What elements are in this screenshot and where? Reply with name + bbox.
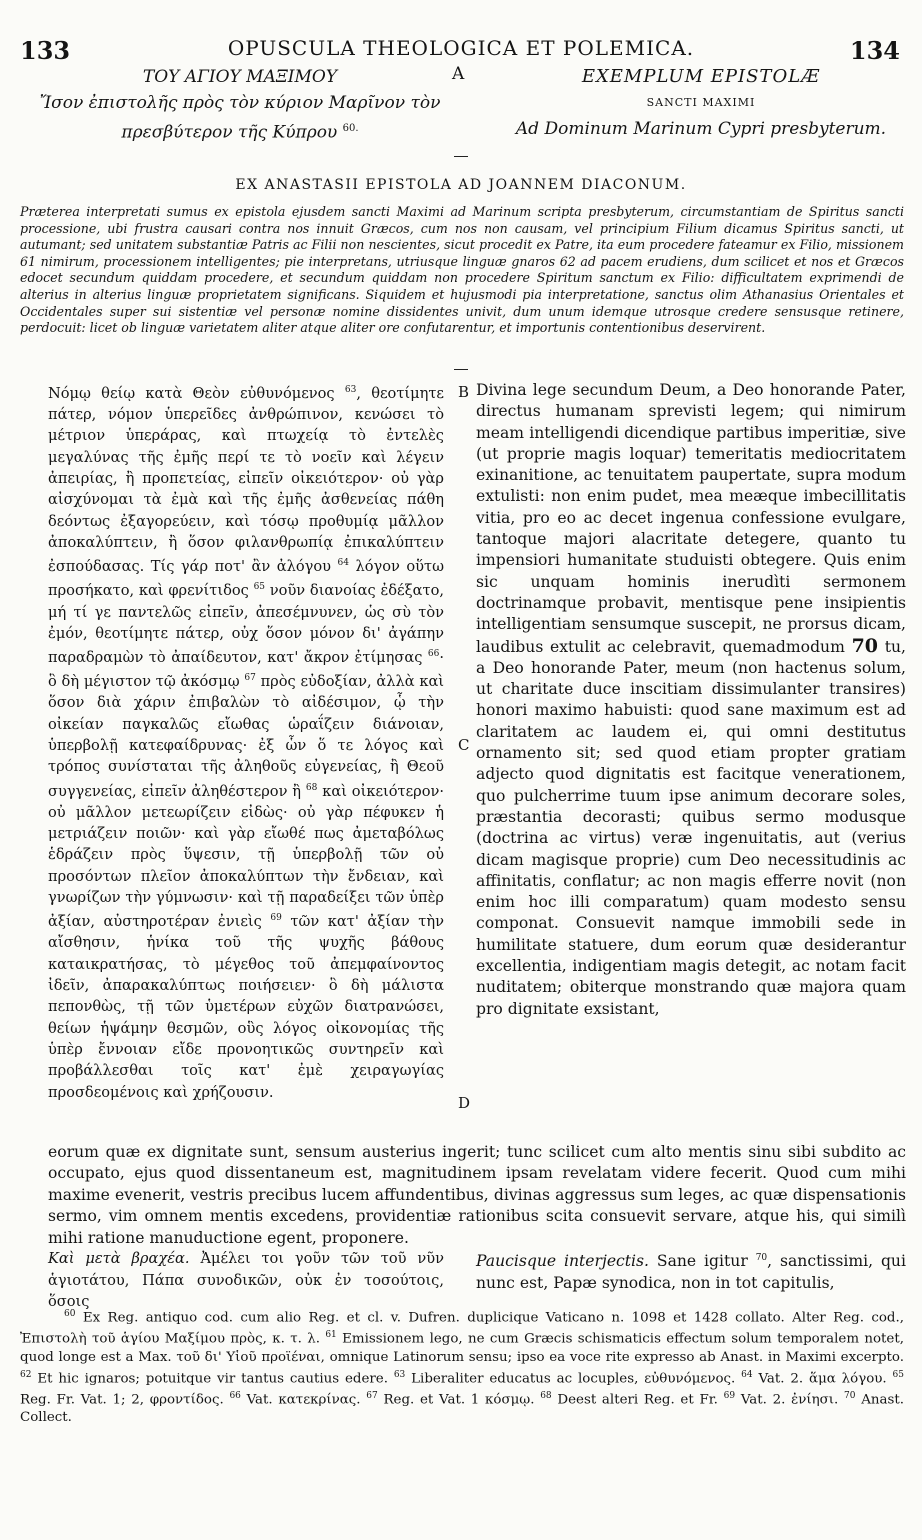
margin-marker-c: C: [458, 736, 470, 754]
footnote-ref: 65: [253, 582, 266, 593]
greek-text: νοῦν διανοίας ἐδέξατο, μή τί γε παντελῶς εἰπεῖν, ἀπεσέμνυνεν, ὡς σὺ τὸν ἐμόν, θεοτίμητε πάτερ, οὐχ ὅσον μόνον δι' ἀγάπην παραδραμὼν τὸ ἀπαίδευτον, κατ' ἄκρον ἐτίμησας: [48, 582, 445, 666]
greek-heading-line3: [20, 116, 460, 146]
greek-column: [48, 380, 444, 1103]
footnote-ref: 60.: [342, 123, 359, 134]
footnote-number: 66: [229, 1391, 241, 1402]
running-head: OPUSCULA THEOLOGICA ET POLEMICA.: [227, 36, 695, 60]
greek-text: πρὸς εὐδοξίαν, ἀλλὰ καὶ ὅσον διὰ χάριν ἐπιβαλὼν τὸ αἰδέσιμον, ᾧ τὴν οἰκείαν παγκαλῶς εἴωθας ὡραΐζειν διάνοιαν, ὑπερβολῇ κατεφαίδρυνας· ἐξ ὧν ὅ τε λόγος καὶ τρόπος συνίσταται τῆς ἀληθοῦς εὐγενείας, ἢ Θεοῦ συγγενείας, εἰπεῖν ἀληθέστερον ἢ: [48, 673, 445, 800]
page-number-right: 134: [849, 36, 900, 65]
footnote-67: Reg. et Vat. 1 κόσμῳ.: [383, 1392, 535, 1408]
footnote-number: 67: [366, 1391, 378, 1402]
footnote-ref: 66: [427, 649, 440, 660]
footnote-ref: 63: [344, 385, 357, 395]
column-marker-a: A: [452, 64, 465, 84]
greek-text: · ὃ δὴ μέγιστον τῷ ἀκόσμῳ: [48, 649, 444, 691]
greek-heading-line1: ΤΟΥ ΑΓΙΟΥ ΜΑΞΙΜΟΥ: [142, 67, 338, 87]
footnote-number: 69: [723, 1391, 736, 1402]
greek-heading-line2: Ἴσον ἐπιστολῆς πρὸς τὸν κύριον Μαρῖνον τὸν: [39, 93, 441, 113]
divider-rule: [454, 156, 468, 157]
footnote-65: Reg. Fr. Vat. 1; 2, φροντίδος.: [20, 1392, 224, 1408]
latin-subpassage: [476, 1248, 906, 1294]
divider-rule: [454, 369, 468, 370]
footnote-60: Ex Reg. antiquo cod. cum alio Reg. et cl. v. Dufren. duplicique Vaticano n. 1098 et 1428 collato. Alter Reg. cod., Ἐπιστολὴ τοῦ ἁγίου Μαξίμου πρὸς, κ. τ. λ.: [20, 1310, 904, 1347]
greek-text: καὶ οἰκειότερον· οὐ μᾶλλον μετεωρίζειν εἰδὼς· οὐ γὰρ πέφυκεν ἡ μετριάζειν ποιῶν· καὶ γὰρ εἴωθέ πως ἀμεταβόλως ἑδράζειν πρὸς ὕψεσιν, τῇ ὑπερβολῇ τῶν οὐ προσόντων πλεῖον ἀποκαλύπτων τὴν ἔνδειαν, καὶ γνωρίζων τὴν γύμνωσιν· καὶ τῇ παραδείξει τῶν ὑπὲρ ἀξίαν, αὐστηροτέραν ἐνιεὶς: [48, 782, 445, 931]
latin-column: [476, 380, 906, 1020]
footnotes: [20, 1306, 904, 1427]
footnote-ref: 70: [755, 1253, 768, 1263]
footnote-number: 63: [393, 1369, 406, 1380]
latin-text: Divina lege secundum Deum, a Deo honorande Pater, directus humanam sprevisti legem; qui nimirum meam intelligendi dicendique partibus imperitiæ, sive (ut proprie magis loquar) temeritatis mediocritatem exinanitione, ac tenuitatem paupertate, supra modum extulisti: non enim pudet, mea meæque imbecillitatis vitia, pro eo ac decet ingenua confessione evulgare, tantoque majori alacritate detegere, quanto tu impensiori humanitate studuisti obtegere. Quis enim sic unquam hominis inerudìti sermonem doctrinamque probavit, mentisque pene insipientis intelligentiam sensumque suscepit, ne prorsus dicam, laudibus extulit ac celebravit, quemadmodum: [476, 381, 906, 656]
greek-subpassage-lead: Καὶ μετὰ βραχέα.: [48, 1250, 190, 1267]
column-number-marker: 70: [851, 634, 879, 657]
footnote-number: 70: [844, 1391, 856, 1402]
greek-subpassage-text: [48, 1248, 444, 1313]
footnote-ref: 67: [244, 673, 256, 684]
footnote-ref: 69: [270, 913, 282, 924]
footnote-70: Anast. Collect.: [20, 1392, 905, 1426]
latin-continuation: [48, 1142, 906, 1249]
latin-heading-line2: SANCTI MAXIMI: [646, 96, 756, 109]
footnote-number: 65: [892, 1369, 904, 1380]
footnote-ref: 68: [305, 782, 318, 793]
footnote-68: Deest alteri Reg. et Fr.: [557, 1392, 718, 1408]
latin-paragraph: [476, 380, 906, 1020]
footnote-number: 68: [540, 1391, 552, 1402]
greek-text: , θεοτίμητε πάτερ, νόμον ὑπερεῖδες ἀνθρώπινον, κενώσει τὸ μέτριον ὑπεράρας, καὶ πτωχείᾳ τὸ ἐντελὲς μεγαλύνας τῆς ἐμῆς περί τε τὸ νοεῖν καὶ λέγειν ἀπειρίας, ἢ προπετείας, εἰπεῖν οἰκειότερον· οὐ γὰρ αἰσχύνομαι τὰ ἐμὰ καὶ τῆς ἐμῆς ἀσθενείας πάθη δεόντως ἐξαγορεύειν, καὶ τόσῳ προθυμίᾳ μᾶλλον ἀποκαλύπτειν, ἢ ὅσον φιλανθρωπίᾳ ἐπικαλύπτειν ἐσπούδασας. Τίς γάρ ποτ' ἂν ἀλόγου: [48, 384, 444, 576]
latin-subpassage-lead: Paucisque interjectis.: [476, 1252, 649, 1271]
footnote-66: Vat. κατεκρίνας.: [246, 1392, 361, 1408]
footnote-ref: 64: [337, 558, 349, 569]
greek-text: τῶν κατ' ἀξίαν τὴν αἴσθησιν, ἡνίκα τοῦ τῆς ψυχῆς βάθους καταικρατήσας, τὸ μέγεθος τοῦ ἀπεμφαίνοντος ἰδεῖν, ἀπαρακαλύπτως ποιήσειεν· ὃ δὴ μάλιστα πεπονθὼς, τῇ τῶν ὑμετέρων εὐχῶν διατρανώσει, θείων ἡψάμην θεσμῶν, οὓς λόγος οἰκονομίας τῆς ὑπὲρ ἔννοιαν εἴδε προνοητικῶς συντηρεῖν καὶ προβάλλεσθαι τοῖς κατ' ἐμὲ χειραγωγίας προσδεομένοις καὶ χρήζουσιν.: [48, 913, 444, 1101]
footnote-64: Vat. 2. ἅμα λόγου.: [758, 1371, 887, 1387]
margin-marker-b: B: [458, 383, 470, 401]
greek-heading: [20, 64, 460, 146]
footnote-69: Vat. 2. ἐνίησι.: [740, 1392, 839, 1408]
greek-text: λόγον οὕτω προσήκατο, καὶ φρενίτιδος: [48, 558, 445, 600]
latin-text: Sane igitur: [656, 1252, 748, 1271]
margin-marker-d: D: [458, 1094, 471, 1112]
extract-title: EX ANASTASII EPISTOLA AD JOANNEM DIACONUM.: [235, 177, 687, 193]
extract-text: Præterea interpretati sumus ex epistola ejusdem sancti Maximi ad Marinum scripta presbyterum, circumstantiam de Spiritus sancti processione, ubi frustra causari contra nos innuit Græcos, cum nos non causam, vel principium Filium dicamus Spiritus sancti, ut autumant; sed unitatem substantiæ Patris ac Filii non nescientes, sicut procedit ex Patre, ita eum procedere fateamur ex Filio, missionem 61 nimirum, processionem intelligentes; pie interpretans, utriusque linguæ gnaros 62 ad pacem erudiens, dum scilicet et nos et Græcos edocet secundum quiddam procedere, et secundum quiddam non procedere Spiritum sanctum ex Filio: difficultatem exprimendi de alterius in alterius linguæ proprietatem significans. Siquidem et hujusmodi pia interpretatione, sanctus olim Athanasius Orientales et Occidentales super sui sistentiæ vel personæ nomine dissidentes univit, dum unum idemque utrosque credere sensusque retinere, perdocuit: licet ob linguæ varietatem aliter atque aliter ore confutarentur, et importunis contentionibus deservirent.: [20, 204, 904, 336]
footnote-number: 62: [20, 1369, 32, 1380]
latin-text: eorum quæ ex dignitate sunt, sensum austerius ingerit; tunc scilicet cum alto mentis sinu sibi subdito ac occupato, ejus quod dissentaneum est, magnitudinem ipsam revelatam videre fecerit. Quod cum mihi maxime evenerit, vestris precibus lucem affundentibus, divinas aggressus sum leges, ac quæ dispensationis sermo, vim omnem mentis excedens, providentiæ rationibus scita consuevit servare, atque his, qui similì mihi ratione manuductione egent, proponere.: [48, 1143, 906, 1247]
latin-text: tu, a Deo honorande Pater, meum (non hactenus solum, ut charitate duce inscitiam dissimulanter transires) honori maximo habuisti: quod sane maximum est ad claritatem ac laudem ei, qui omni destitutus ornamento sit; sed quod etiam propter gratiam adjecto quod dignitatis est facitque venerationem, quo pulcherrime tuum ipse animum decorare soles, præstantia decorasti; quibus sermo modusque (doctrina ac virtus) veræ ingenuitatis, aut (verius dicam magisque proprie) cum Deo necessitudinis ac affinitatis, conflatur; ac non magis efferre novit (non enim hoc illi comparatum) quam modesto sensu componat. Consuevit namque immobili sede in humilitate statuere, dum eorum quæ desiderantur excellentia, indigentiam magis detegit, ac notam facit nuditatem; obiterque monstrando quæ majora quam pro dignitate exsistant,: [476, 637, 906, 1018]
footnote-number: 64: [741, 1369, 753, 1380]
greek-text: Ἀμέλει τοι γοῦν τῶν τοῦ νῦν ἁγιοτάτου, Πάπα συνοδικῶν, οὐκ ἐν τοσούτοις, ὅσοις: [48, 1250, 445, 1311]
latin-heading-line3: Ad Dominum Marinum Cypri presbyterum.: [515, 119, 887, 139]
greek-heading-line3-text: πρεσβύτερον τῆς Κύπρου: [121, 122, 338, 143]
latin-heading: [496, 64, 906, 142]
latin-text: , sanctissimi, qui nunc est, Papæ synodica, non in tot capitulis,: [476, 1252, 906, 1292]
page-number-left: 133: [20, 36, 71, 65]
greek-paragraph: [48, 380, 444, 1103]
footnote-62: Et hic ignaros; potuitque vir tantus cautius edere.: [37, 1371, 388, 1387]
footnote-number: 60: [64, 1309, 76, 1319]
latin-heading-line1: EXEMPLUM EPISTOLÆ: [581, 66, 821, 87]
footnote-61: Emissionem lego, ne cum Græcis schismaticis effectum solum temporalem notet, quod longe est a Max. τοῦ δι' Υἱοῦ προϊέναι, omnique Latinorum sensu; ipso ea voce rite expresso ab Anast. in Maximi excerpto.: [20, 1331, 904, 1365]
footnote-number: 61: [325, 1330, 337, 1341]
footnote-63: Liberaliter educatus ac locuples, εὐθυνόμενος.: [411, 1371, 736, 1387]
latin-subpassage-text: [476, 1248, 906, 1294]
greek-subpassage: [48, 1248, 444, 1313]
greek-text: Νόμῳ θείῳ κατὰ Θεὸν εὐθυνόμενος: [48, 384, 335, 402]
footnote-block: [20, 1306, 904, 1427]
